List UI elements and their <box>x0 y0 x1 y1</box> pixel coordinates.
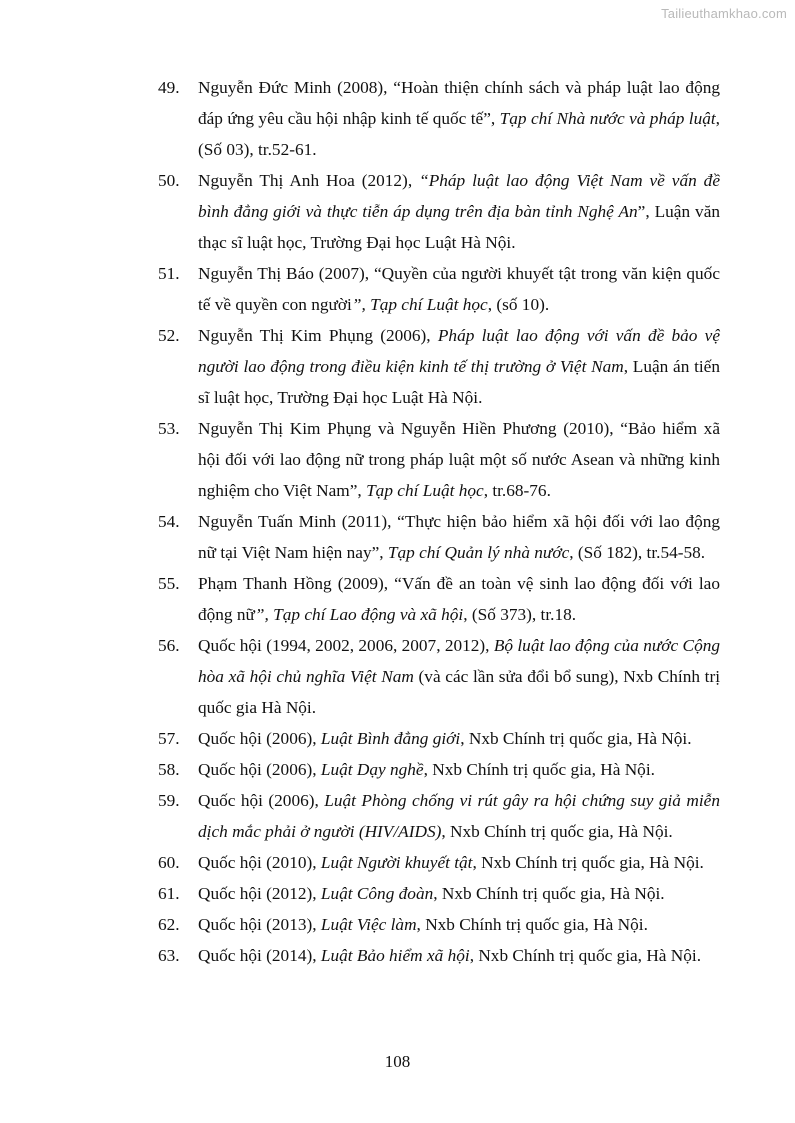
reference-number: 51. <box>158 264 180 283</box>
reference-text: , Nxb Chính trị quốc gia, Hà Nội. <box>469 946 702 965</box>
reference-title: Bộ luật lao động của nước Cộng hòa xã hội chủ nghĩa Việt Nam <box>198 636 720 686</box>
reference-item <box>158 320 720 413</box>
reference-item <box>158 940 720 971</box>
reference-item <box>158 878 720 909</box>
reference-item <box>158 723 720 754</box>
reference-text: Quốc hội (2006), <box>198 791 325 810</box>
reference-title: Luật Bảo hiểm xã hội <box>320 946 470 965</box>
reference-title: Luật Việc làm <box>320 915 417 934</box>
reference-text: , Nxb Chính trị quốc gia, Hà Nội. <box>423 760 655 779</box>
reference-text: Quốc hội (2006), <box>198 760 321 779</box>
reference-text: Quốc hội (2006), <box>198 729 321 748</box>
reference-number: 60. <box>158 853 180 872</box>
reference-number: 54. <box>158 512 180 531</box>
reference-text: Nguyễn Đức Minh (2008), “Hoàn thiện chính sách và pháp luật lao động đáp ứng yêu cầu hội nhập kinh tế quốc tế”, <box>198 78 720 128</box>
reference-title: Tạp chí Nhà nước và pháp luật <box>499 109 716 128</box>
reference-text: Quốc hội (2010), <box>198 853 321 872</box>
watermark: Tailieuthamkhao.com <box>661 6 787 21</box>
reference-item <box>158 413 720 506</box>
reference-item <box>158 72 720 165</box>
reference-text: Nguyễn Tuấn Minh (2011), “Thực hiện bảo hiểm xã hội đối với lao động nữ tại Việt Nam hiện nay”, <box>198 512 720 562</box>
reference-text: Phạm Thanh Hồng (2009), “Vấn đề an toàn vệ sinh lao động đối với lao động nữ <box>198 574 720 624</box>
reference-title: ”, Tạp chí Luật học <box>351 295 488 314</box>
reference-text: , Nxb Chính trị quốc gia, Hà Nội. <box>416 915 648 934</box>
reference-title: Luật Dạy nghề <box>320 760 424 779</box>
reference-number: 62. <box>158 915 180 934</box>
reference-text: , (số 10). <box>487 295 550 314</box>
reference-item <box>158 506 720 568</box>
reference-item <box>158 568 720 630</box>
reference-number: 52. <box>158 326 180 345</box>
reference-text: , tr.68-76. <box>483 481 551 500</box>
reference-title: Luật Người khuyết tật <box>320 853 473 872</box>
reference-title: Luật Bình đẳng giới <box>320 729 461 748</box>
reference-text: , Nxb Chính trị quốc gia, Hà Nội. <box>460 729 692 748</box>
reference-title: Tạp chí Luật học <box>366 481 484 500</box>
reference-text: , Nxb Chính trị quốc gia, Hà Nội. <box>441 822 673 841</box>
reference-item <box>158 630 720 723</box>
reference-number: 49. <box>158 78 180 97</box>
reference-text: ”, Luận văn thạc sĩ luật học, Trường Đại học Luật Hà Nội. <box>198 202 721 252</box>
reference-text: , Nxb Chính trị quốc gia, Hà Nội. <box>433 884 665 903</box>
reference-number: 55. <box>158 574 180 593</box>
reference-title: ”, Tạp chí Lao động và xã hội <box>254 605 464 624</box>
reference-number: 53. <box>158 419 180 438</box>
reference-text: , (Số 03), tr.52-61. <box>198 109 720 159</box>
reference-number: 50. <box>158 171 180 190</box>
reference-title: Pháp luật lao động với vấn đề bảo vệ người lao động trong điều kiện kinh tế thị trường ở Việt Nam <box>198 326 720 376</box>
reference-number: 59. <box>158 791 180 810</box>
reference-item <box>158 258 720 320</box>
reference-text: Nguyễn Thị Báo (2007), “Quyền của người khuyết tật trong văn kiện quốc tế về quyền con người <box>198 264 720 314</box>
reference-text: , (Số 182), tr.54-58. <box>569 543 706 562</box>
reference-text: Nguyễn Thị Kim Phụng và Nguyễn Hiền Phương (2010), “Bảo hiểm xã hội đối với lao động nữ trong pháp luật một số nước Asean và những kinh nghiệm cho Việt Nam”, <box>198 419 720 500</box>
reference-title: Luật Công đoàn <box>320 884 434 903</box>
reference-text: Quốc hội (2013), <box>198 915 321 934</box>
reference-list <box>158 72 720 971</box>
reference-text: Quốc hội (1994, 2002, 2006, 2007, 2012), <box>198 636 494 655</box>
reference-item <box>158 847 720 878</box>
reference-text: (và các lần sửa đổi bổ sung), Nxb Chính trị quốc gia Hà Nội. <box>198 667 721 717</box>
reference-text: , (Số 373), tr.18. <box>463 605 577 624</box>
reference-text: , Nxb Chính trị quốc gia, Hà Nội. <box>472 853 704 872</box>
reference-item <box>158 909 720 940</box>
reference-number: 58. <box>158 760 180 779</box>
reference-title: Tạp chí Quản lý nhà nước <box>387 543 570 562</box>
reference-text: , Luận án tiến sĩ luật học, Trường Đại học Luật Hà Nội. <box>198 357 720 407</box>
reference-item <box>158 754 720 785</box>
reference-title: Luật Phòng chống vi rút gây ra hội chứng suy giả miễn dịch mắc phải ở người (HIV/AIDS) <box>198 791 720 841</box>
page-number: 108 <box>384 1052 411 1071</box>
reference-title: “Pháp luật lao động Việt Nam về vấn đề bình đẳng giới và thực tiễn áp dụng trên địa bàn tỉnh Nghệ An <box>198 171 720 221</box>
reference-item <box>158 785 720 847</box>
reference-number: 57. <box>158 729 180 748</box>
reference-text: Nguyễn Thị Anh Hoa (2012), <box>198 171 420 190</box>
reference-item <box>158 165 720 258</box>
reference-text: Quốc hội (2012), <box>198 884 321 903</box>
reference-number: 63. <box>158 946 180 965</box>
reference-number: 56. <box>158 636 180 655</box>
reference-text: Nguyễn Thị Kim Phụng (2006), <box>198 326 438 345</box>
reference-number: 61. <box>158 884 180 903</box>
reference-text: Quốc hội (2014), <box>198 946 321 965</box>
